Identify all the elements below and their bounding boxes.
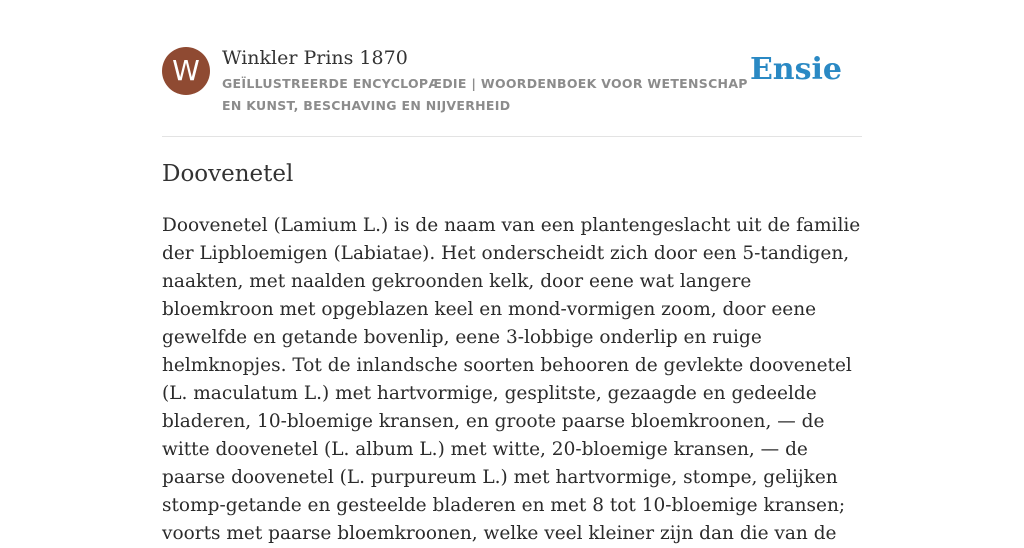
article-body: Doovenetel (Lamium L.) is de naam van een plantengeslacht uit de familie der Lipbloemigen (Labiatae). Het onderscheidt zich door een 5-tandigen, naakten, met naalden gekroonden kelk, door eene wat langere bloemkroon met opgeblazen keel en mond-vormigen zoom, door eene gewelfde en getande bovenlip, eene 3-lobbige onderlip en ruige helmknopjes. Tot de inlandsche soorten behooren de gevlekte doovenetel (L. maculatum L.) met hartvormige, gesplitste, gezaagde en gedeelde bladeren, 10-bloemige kransen, en groote paarse bloemkroonen, — de witte doovenetel (L. album L.) met witte, 20-bloemige kransen, — de paarse doovenetel (L. purpureum L.) met hartvormige, stompe, gelijken stomp-getande en gesteelde bladeren en met 8 tot 10-bloemige kransen; voorts met paarse bloemkroonen, welke veel kleiner zijn dan die van de bbox=[162, 215, 861, 544]
source-subtitle: GEÏLLUSTREERDE ENCYCLOPÆDIE | WOORDENBOEK VOOR WETENSCHAP EN KUNST, BESCHAVING EN NIJVERHEID bbox=[222, 76, 748, 113]
source-title[interactable]: Winkler Prins 1870 bbox=[222, 47, 408, 69]
article-title: Doovenetel bbox=[162, 161, 294, 187]
source-header bbox=[162, 46, 862, 137]
source-avatar[interactable]: W bbox=[162, 47, 210, 95]
brand-logo[interactable]: Ensie bbox=[749, 52, 842, 87]
